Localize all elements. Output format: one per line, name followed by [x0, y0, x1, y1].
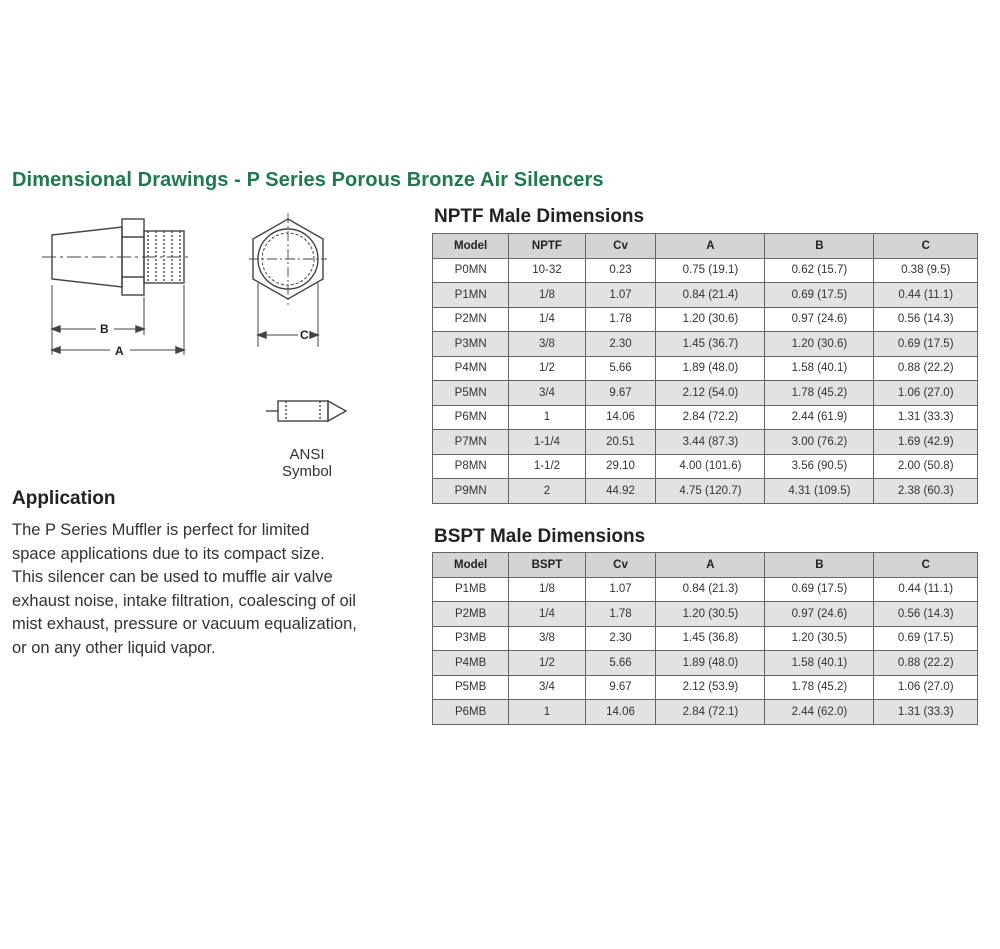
application-line: The P Series Muffler is perfect for limited	[12, 521, 310, 539]
table-cell: 0.56 (14.3)	[874, 307, 978, 332]
table-cell: P1MN	[433, 283, 509, 308]
nptf-dimensions-table	[432, 233, 978, 504]
table-cell: 1.06 (27.0)	[874, 381, 978, 406]
table-cell: 1.45 (36.8)	[656, 626, 765, 651]
table-cell: P5MN	[433, 381, 509, 406]
table-cell: P6MB	[433, 700, 509, 725]
ansi-symbol-label	[262, 446, 352, 480]
table-cell: P1MB	[433, 577, 509, 602]
table-row	[433, 454, 978, 479]
table-cell: 1/4	[509, 307, 585, 332]
table-cell: 0.69 (17.5)	[874, 626, 978, 651]
column-header: Model	[433, 553, 509, 578]
table-cell: 0.88 (22.2)	[874, 356, 978, 381]
table-cell: 0.23	[585, 258, 656, 283]
table-cell: 3.44 (87.3)	[656, 430, 765, 455]
table-cell: P4MN	[433, 356, 509, 381]
dimension-a-label: A	[115, 344, 124, 358]
table-cell: 1.78	[585, 602, 656, 627]
end-view-drawing	[249, 213, 327, 347]
application-line: mist exhaust, pressure or vacuum equalization,	[12, 615, 357, 633]
table-cell: 5.66	[585, 356, 656, 381]
bspt-dimensions-table	[432, 552, 978, 725]
dimension-c-label: C	[300, 328, 309, 342]
table-cell: 4.00 (101.6)	[656, 454, 765, 479]
table-header-row	[433, 553, 978, 578]
table-cell: 1-1/2	[509, 454, 585, 479]
table-cell: 1/4	[509, 602, 585, 627]
table-cell: 0.56 (14.3)	[874, 602, 978, 627]
side-view-drawing	[42, 219, 192, 355]
table-row	[433, 405, 978, 430]
table-cell: 2.44 (61.9)	[765, 405, 874, 430]
application-line: exhaust noise, intake filtration, coalescing of oil	[12, 591, 356, 610]
table-cell: 3.56 (90.5)	[765, 454, 874, 479]
table-cell: 3/4	[509, 675, 585, 700]
column-header: A	[656, 553, 765, 578]
table-row	[433, 479, 978, 504]
table-row	[433, 356, 978, 381]
table-cell: P5MB	[433, 675, 509, 700]
table-row	[433, 332, 978, 357]
nptf-table-heading: NPTF Male Dimensions	[434, 206, 645, 227]
table-cell: 0.75 (19.1)	[656, 258, 765, 283]
table-cell: 1.89 (48.0)	[656, 356, 765, 381]
table-cell: 1.06 (27.0)	[874, 675, 978, 700]
table-cell: 2.84 (72.1)	[656, 700, 765, 725]
table-cell: P4MB	[433, 651, 509, 676]
table-cell: 4.31 (109.5)	[765, 479, 874, 504]
table-cell: 2	[509, 479, 585, 504]
table-cell: 1.69 (42.9)	[874, 430, 978, 455]
table-row	[433, 283, 978, 308]
table-cell: 3/8	[509, 332, 585, 357]
table-cell: 9.67	[585, 381, 656, 406]
table-cell: 0.44 (11.1)	[874, 577, 978, 602]
table-cell: 1.58 (40.1)	[765, 356, 874, 381]
table-cell: 2.30	[585, 626, 656, 651]
table-cell: P6MN	[433, 405, 509, 430]
application-line: space applications due to its compact size.	[12, 544, 325, 563]
table-cell: 1.89 (48.0)	[656, 651, 765, 676]
ansi-symbol	[266, 401, 346, 421]
table-row	[433, 577, 978, 602]
table-cell: 1.78 (45.2)	[765, 381, 874, 406]
table-header-row	[433, 234, 978, 259]
table-cell: 0.84 (21.3)	[656, 577, 765, 602]
column-header: B	[765, 234, 874, 259]
table-row	[433, 258, 978, 283]
table-cell: 1.78	[585, 307, 656, 332]
table-cell: 2.12 (53.9)	[656, 675, 765, 700]
table-cell: 2.38 (60.3)	[874, 479, 978, 504]
column-header: NPTF	[509, 234, 585, 259]
application-description	[12, 519, 412, 660]
table-cell: 3.00 (76.2)	[765, 430, 874, 455]
table-cell: 1/2	[509, 651, 585, 676]
table-cell: 2.30	[585, 332, 656, 357]
table-cell: 1	[509, 700, 585, 725]
table-cell: 0.69 (17.5)	[765, 283, 874, 308]
table-row	[433, 700, 978, 725]
column-header: Model	[433, 234, 509, 259]
table-cell: 1.31 (33.3)	[874, 700, 978, 725]
table-cell: 1.78 (45.2)	[765, 675, 874, 700]
application-line: This silencer can be used to muffle air valve	[12, 568, 333, 586]
table-cell: 1.20 (30.5)	[656, 602, 765, 627]
table-cell: P3MB	[433, 626, 509, 651]
table-row	[433, 307, 978, 332]
table-row	[433, 675, 978, 700]
table-cell: 1.20 (30.6)	[765, 332, 874, 357]
bspt-table-heading: BSPT Male Dimensions	[434, 526, 646, 547]
table-cell: P7MN	[433, 430, 509, 455]
table-cell: 1-1/4	[509, 430, 585, 455]
table-cell: 10-32	[509, 258, 585, 283]
table-cell: 2.12 (54.0)	[656, 381, 765, 406]
table-cell: 0.69 (17.5)	[765, 577, 874, 602]
table-cell: 1.07	[585, 577, 656, 602]
table-cell: P2MB	[433, 602, 509, 627]
table-cell: 14.06	[585, 405, 656, 430]
table-cell: 0.97 (24.6)	[765, 602, 874, 627]
page-title: Dimensional Drawings - P Series Porous Bronze Air Silencers	[12, 169, 604, 191]
table-cell: 0.97 (24.6)	[765, 307, 874, 332]
table-cell: 5.66	[585, 651, 656, 676]
table-cell: 0.69 (17.5)	[874, 332, 978, 357]
table-cell: P2MN	[433, 307, 509, 332]
table-cell: 1.07	[585, 283, 656, 308]
table-row	[433, 430, 978, 455]
table-cell: 20.51	[585, 430, 656, 455]
table-cell: 0.62 (15.7)	[765, 258, 874, 283]
ansi-label-line2: Symbol	[281, 463, 333, 480]
column-header: C	[874, 234, 978, 259]
application-heading: Application	[12, 488, 116, 509]
table-cell: P8MN	[433, 454, 509, 479]
ansi-label-line1: ANSI	[289, 446, 325, 463]
dimension-b-label: B	[100, 322, 109, 336]
column-header: BSPT	[509, 553, 585, 578]
table-cell: 1/2	[509, 356, 585, 381]
table-cell: 3/4	[509, 381, 585, 406]
table-row	[433, 381, 978, 406]
table-cell: 0.84 (21.4)	[656, 283, 765, 308]
table-cell: 1.45 (36.7)	[656, 332, 765, 357]
table-cell: 29.10	[585, 454, 656, 479]
table-cell: 2.84 (72.2)	[656, 405, 765, 430]
table-cell: 4.75 (120.7)	[656, 479, 765, 504]
table-cell: 0.38 (9.5)	[874, 258, 978, 283]
table-cell: 1.58 (40.1)	[765, 651, 874, 676]
table-cell: 3/8	[509, 626, 585, 651]
table-cell: 1	[509, 405, 585, 430]
table-row	[433, 602, 978, 627]
dimensional-drawing	[20, 205, 360, 445]
table-row	[433, 626, 978, 651]
table-cell: 2.00 (50.8)	[874, 454, 978, 479]
column-header: Cv	[585, 234, 656, 259]
column-header: Cv	[585, 553, 656, 578]
table-cell: 1.20 (30.6)	[656, 307, 765, 332]
table-cell: 0.44 (11.1)	[874, 283, 978, 308]
table-cell: 0.88 (22.2)	[874, 651, 978, 676]
application-line: or on any other liquid vapor.	[12, 638, 216, 657]
table-cell: 1.31 (33.3)	[874, 405, 978, 430]
table-cell: 9.67	[585, 675, 656, 700]
column-header: A	[656, 234, 765, 259]
table-cell: P3MN	[433, 332, 509, 357]
table-cell: 1/8	[509, 283, 585, 308]
table-cell: 1.20 (30.5)	[765, 626, 874, 651]
table-cell: 14.06	[585, 700, 656, 725]
table-cell: 44.92	[585, 479, 656, 504]
table-cell: P9MN	[433, 479, 509, 504]
table-row	[433, 651, 978, 676]
table-cell: 1/8	[509, 577, 585, 602]
column-header: B	[765, 553, 874, 578]
column-header: C	[874, 553, 978, 578]
table-cell: P0MN	[433, 258, 509, 283]
table-cell: 2.44 (62.0)	[765, 700, 874, 725]
